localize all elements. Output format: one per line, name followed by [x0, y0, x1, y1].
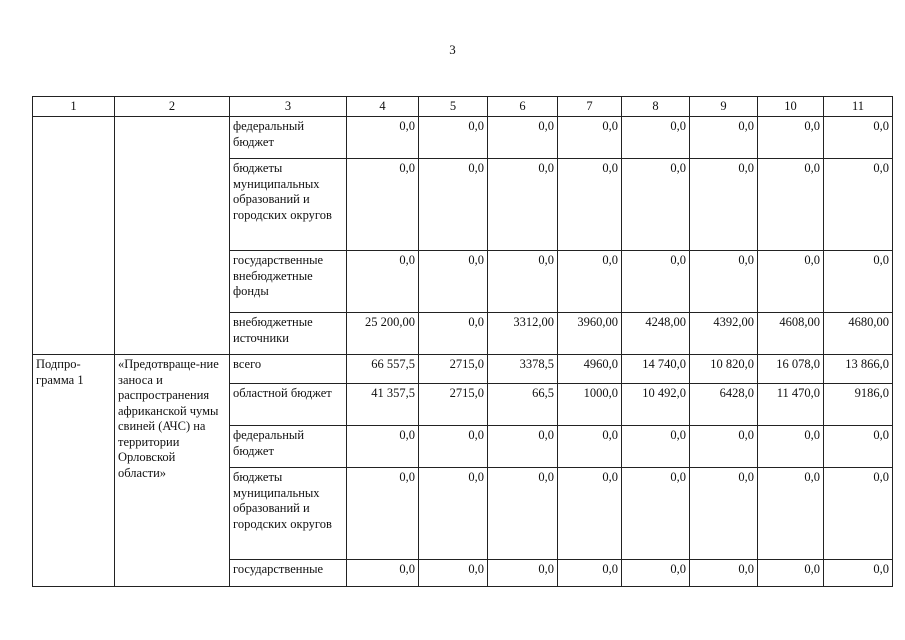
value-cell: 0,0: [419, 159, 488, 251]
column-header: 2: [115, 97, 230, 117]
subprogram-label: Подпро-грамма 1: [33, 355, 115, 587]
value-cell: 3378,5: [488, 355, 558, 384]
blank-cell: [33, 117, 115, 355]
column-header: 8: [622, 97, 690, 117]
value-cell: 0,0: [488, 468, 558, 560]
value-cell: 14 740,0: [622, 355, 690, 384]
table-body: [33, 117, 893, 587]
value-cell: 0,0: [558, 426, 622, 468]
funding-source-cell: всего: [230, 355, 347, 384]
value-cell: 0,0: [690, 560, 758, 587]
value-cell: 0,0: [758, 251, 824, 313]
value-cell: 0,0: [758, 560, 824, 587]
value-cell: 6428,0: [690, 384, 758, 426]
value-cell: 0,0: [347, 560, 419, 587]
column-header: 3: [230, 97, 347, 117]
value-cell: 0,0: [488, 426, 558, 468]
value-cell: 2715,0: [419, 384, 488, 426]
value-cell: 0,0: [690, 426, 758, 468]
value-cell: 0,0: [558, 468, 622, 560]
value-cell: 0,0: [824, 159, 893, 251]
value-cell: 0,0: [558, 159, 622, 251]
column-header: 4: [347, 97, 419, 117]
page-number: 3: [449, 42, 456, 57]
value-cell: 4392,00: [690, 313, 758, 355]
funding-source-cell: бюджеты муниципальных образований и городских округов: [230, 468, 347, 560]
header-row: [33, 97, 893, 117]
value-cell: 0,0: [419, 117, 488, 159]
value-cell: 0,0: [488, 159, 558, 251]
value-cell: 4960,0: [558, 355, 622, 384]
column-header: 5: [419, 97, 488, 117]
value-cell: 25 200,00: [347, 313, 419, 355]
value-cell: 0,0: [419, 251, 488, 313]
budget-table: [32, 96, 893, 587]
value-cell: 3960,00: [558, 313, 622, 355]
column-header: 6: [488, 97, 558, 117]
column-header: 7: [558, 97, 622, 117]
column-header: 9: [690, 97, 758, 117]
value-cell: 0,0: [488, 560, 558, 587]
value-cell: 66,5: [488, 384, 558, 426]
value-cell: 0,0: [690, 117, 758, 159]
value-cell: 1000,0: [558, 384, 622, 426]
table-row: [33, 117, 893, 159]
value-cell: 0,0: [622, 251, 690, 313]
value-cell: 0,0: [558, 251, 622, 313]
funding-source-cell: государственные: [230, 560, 347, 587]
blank-cell: [115, 117, 230, 355]
value-cell: 0,0: [690, 468, 758, 560]
funding-source-cell: федеральный бюджет: [230, 426, 347, 468]
value-cell: 0,0: [419, 560, 488, 587]
value-cell: 16 078,0: [758, 355, 824, 384]
value-cell: 13 866,0: [824, 355, 893, 384]
value-cell: 66 557,5: [347, 355, 419, 384]
value-cell: 0,0: [347, 426, 419, 468]
column-header: 11: [824, 97, 893, 117]
value-cell: 0,0: [758, 426, 824, 468]
value-cell: 0,0: [347, 117, 419, 159]
value-cell: 0,0: [622, 117, 690, 159]
funding-source-cell: внебюджетные источники: [230, 313, 347, 355]
value-cell: 0,0: [488, 117, 558, 159]
value-cell: 0,0: [824, 426, 893, 468]
column-header: 10: [758, 97, 824, 117]
value-cell: 10 820,0: [690, 355, 758, 384]
value-cell: 0,0: [758, 117, 824, 159]
value-cell: 0,0: [690, 251, 758, 313]
subprogram-name: «Предотвраще-ние заноса и распространения африканской чумы свиней (АЧС) на территории Орловской области»: [115, 355, 230, 587]
value-cell: 0,0: [622, 426, 690, 468]
value-cell: 0,0: [347, 251, 419, 313]
value-cell: 0,0: [622, 468, 690, 560]
value-cell: 0,0: [758, 468, 824, 560]
value-cell: 0,0: [419, 313, 488, 355]
value-cell: 0,0: [558, 560, 622, 587]
value-cell: 4680,00: [824, 313, 893, 355]
column-header: 1: [33, 97, 115, 117]
value-cell: 0,0: [824, 468, 893, 560]
value-cell: 0,0: [347, 468, 419, 560]
funding-source-cell: федеральный бюджет: [230, 117, 347, 159]
value-cell: 4608,00: [758, 313, 824, 355]
value-cell: 4248,00: [622, 313, 690, 355]
value-cell: 0,0: [558, 117, 622, 159]
funding-source-cell: областной бюджет: [230, 384, 347, 426]
value-cell: 11 470,0: [758, 384, 824, 426]
value-cell: 9186,0: [824, 384, 893, 426]
value-cell: 0,0: [690, 159, 758, 251]
value-cell: 0,0: [419, 468, 488, 560]
value-cell: 2715,0: [419, 355, 488, 384]
value-cell: 0,0: [758, 159, 824, 251]
value-cell: 0,0: [824, 251, 893, 313]
value-cell: 0,0: [347, 159, 419, 251]
value-cell: 0,0: [488, 251, 558, 313]
value-cell: 0,0: [622, 560, 690, 587]
table-row: [33, 355, 893, 384]
value-cell: 0,0: [622, 159, 690, 251]
value-cell: 10 492,0: [622, 384, 690, 426]
value-cell: 0,0: [419, 426, 488, 468]
value-cell: 3312,00: [488, 313, 558, 355]
value-cell: 0,0: [824, 117, 893, 159]
value-cell: 0,0: [824, 560, 893, 587]
funding-source-cell: государственные внебюджетные фонды: [230, 251, 347, 313]
funding-source-cell: бюджеты муниципальных образований и городских округов: [230, 159, 347, 251]
value-cell: 41 357,5: [347, 384, 419, 426]
